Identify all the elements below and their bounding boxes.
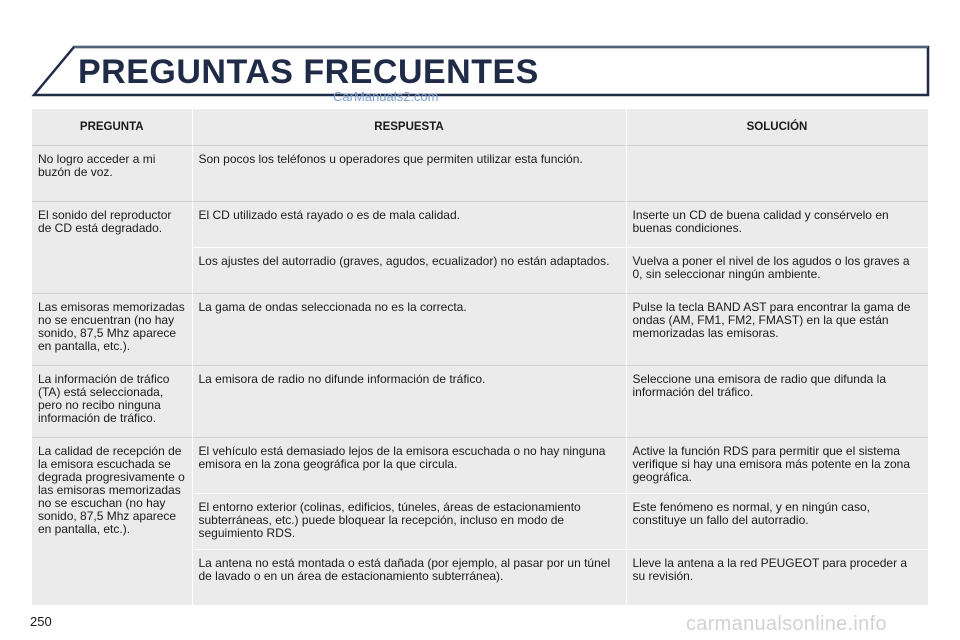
- watermark-top: CarManuals2.com: [333, 89, 439, 104]
- question-cell: No logro acceder a mi buzón de voz.: [32, 146, 192, 202]
- column-header-answer: RESPUESTA: [192, 109, 626, 146]
- answer-cell: El CD utilizado está rayado o es de mala calidad.: [192, 202, 626, 248]
- page-title: PREGUNTAS FRECUENTES: [78, 53, 539, 91]
- answer-cell: Los ajustes del autorradio (graves, agudos, ecualizador) no están adaptados.: [192, 248, 626, 294]
- table-header-row: [32, 109, 928, 146]
- table-row: [32, 366, 928, 438]
- question-cell: El sonido del reproductor de CD está degradado.: [32, 202, 192, 294]
- solution-cell: Vuelva a poner el nivel de los agudos o los graves a 0, sin seleccionar ningún ambiente.: [626, 248, 928, 294]
- answer-cell: La emisora de radio no difunde información de tráfico.: [192, 366, 626, 438]
- faq-table: [32, 109, 929, 605]
- watermark-bottom: carmanualsonline.info: [686, 613, 887, 635]
- solution-cell: Seleccione una emisora de radio que difunda la información del tráfico.: [626, 366, 928, 438]
- answer-cell: Son pocos los teléfonos u operadores que permiten utilizar esta función.: [192, 146, 626, 202]
- solution-cell: Inserte un CD de buena calidad y consérvelo en buenas condiciones.: [626, 202, 928, 248]
- page-number: 250: [30, 614, 52, 629]
- solution-cell: Lleve la antena a la red PEUGEOT para proceder a su revisión.: [626, 550, 928, 606]
- solution-cell: Pulse la tecla BAND AST para encontrar la gama de ondas (AM, FM1, FM2, FMAST) en la que están memorizadas las emisoras.: [626, 294, 928, 366]
- question-cell: La calidad de recepción de la emisora escuchada se degrada progresivamente o las emisoras memorizadas no se escuchan (no hay sonido, 87,5 Mhz aparece en pantalla, etc.).: [32, 438, 192, 606]
- question-cell: La información de tráfico (TA) está seleccionada, pero no recibo ninguna información de tráfico.: [32, 366, 192, 438]
- answer-cell: El entorno exterior (colinas, edificios, túneles, áreas de estacionamiento subterráneas, etc.) puede bloquear la recepción, incluso en modo de seguimiento RDS.: [192, 494, 626, 550]
- question-cell: Las emisoras memorizadas no se encuentran (no hay sonido, 87,5 Mhz aparece en pantalla, etc.).: [32, 294, 192, 366]
- answer-cell: La antena no está montada o está dañada (por ejemplo, al pasar por un túnel de lavado o en un área de estacionamiento subterránea).: [192, 550, 626, 606]
- solution-cell: [626, 146, 928, 202]
- answer-cell: El vehículo está demasiado lejos de la emisora escuchada o no hay ninguna emisora en la zona geográfica por la que circula.: [192, 438, 626, 494]
- answer-cell: La gama de ondas seleccionada no es la correcta.: [192, 294, 626, 366]
- table-row: [32, 294, 928, 366]
- table-row: [32, 438, 928, 494]
- table-row: [32, 202, 928, 248]
- solution-cell: Active la función RDS para permitir que el sistema verifique si hay una emisora más potente en la zona geográfica.: [626, 438, 928, 494]
- column-header-question: PREGUNTA: [32, 109, 192, 146]
- solution-cell: Este fenómeno es normal, y en ningún caso, constituye un fallo del autorradio.: [626, 494, 928, 550]
- table-row: [32, 146, 928, 202]
- column-header-solution: SOLUCIÓN: [626, 109, 928, 146]
